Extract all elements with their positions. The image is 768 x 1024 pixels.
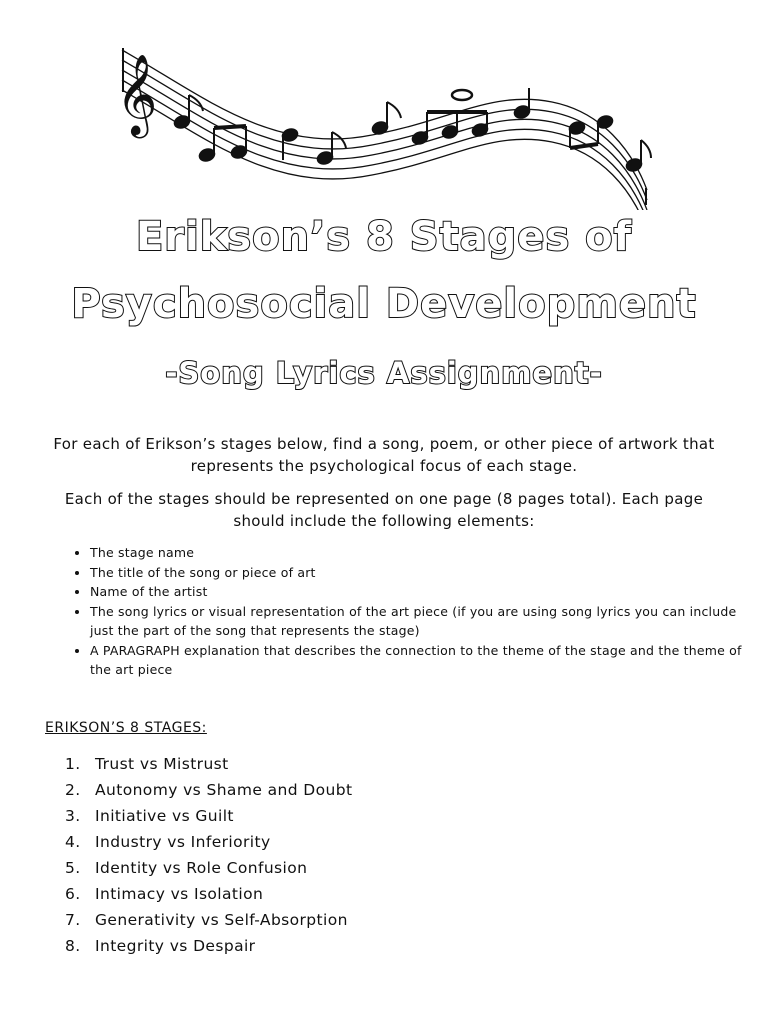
svg-text:𝄞: 𝄞 <box>116 53 158 135</box>
stage-number: 7. <box>65 911 81 929</box>
stage-label: Initiative vs Guilt <box>95 807 234 825</box>
list-item: • A PARAGRAPH explanation that describes the connection to the theme of the stage and the theme of the art piece <box>90 641 750 680</box>
music-staff-icon <box>112 40 652 210</box>
required-elements-list <box>62 543 750 680</box>
list-item: • The title of the song or piece of art <box>90 563 750 583</box>
stage-label: Identity vs Role Confusion <box>95 859 308 877</box>
list-item <box>65 856 352 882</box>
intro-paragraph-2: Each of the stages should be represented on one page (8 pages total). Each page should include the following elements: <box>64 490 704 530</box>
list-item: • The song lyrics or visual representation of the art piece (if you are using song lyrics you can include just the part of the song that represents the stage) <box>90 602 750 641</box>
list-item <box>65 908 352 934</box>
list-item <box>65 934 352 960</box>
page-title-line-1: Erikson’s 8 Stages of <box>135 214 633 260</box>
stage-label: Intimacy vs Isolation <box>95 885 264 903</box>
stage-number: 1. <box>65 755 81 773</box>
stage-number: 3. <box>65 807 81 825</box>
list-item <box>65 882 352 908</box>
intro-paragraph-1: For each of Erikson’s stages below, find a song, poem, or other piece of artwork that represents the psychological focus of each stage. <box>53 435 715 475</box>
stage-label: Trust vs Mistrust <box>95 755 229 773</box>
list-item <box>65 778 352 804</box>
stage-label: Autonomy vs Shame and Doubt <box>95 781 353 799</box>
stage-label: Generativity vs Self-Absorption <box>95 911 348 929</box>
page-title-line-2: Psychosocial Development <box>71 281 697 327</box>
stage-number: 6. <box>65 885 81 903</box>
list-item: • Name of the artist <box>90 582 750 602</box>
stages-list <box>65 752 352 960</box>
list-item <box>65 752 352 778</box>
list-item <box>65 830 352 856</box>
stage-number: 5. <box>65 859 81 877</box>
list-item <box>65 804 352 830</box>
list-item: • The stage name <box>90 543 750 563</box>
page-subtitle: -Song Lyrics Assignment- <box>165 356 603 390</box>
stage-number: 2. <box>65 781 81 799</box>
stages-heading: ERIKSON’S 8 STAGES: <box>45 720 207 736</box>
stage-number: 4. <box>65 833 81 851</box>
stage-number: 8. <box>65 937 81 955</box>
stage-label: Integrity vs Despair <box>95 937 256 955</box>
stage-label: Industry vs Inferiority <box>95 833 271 851</box>
